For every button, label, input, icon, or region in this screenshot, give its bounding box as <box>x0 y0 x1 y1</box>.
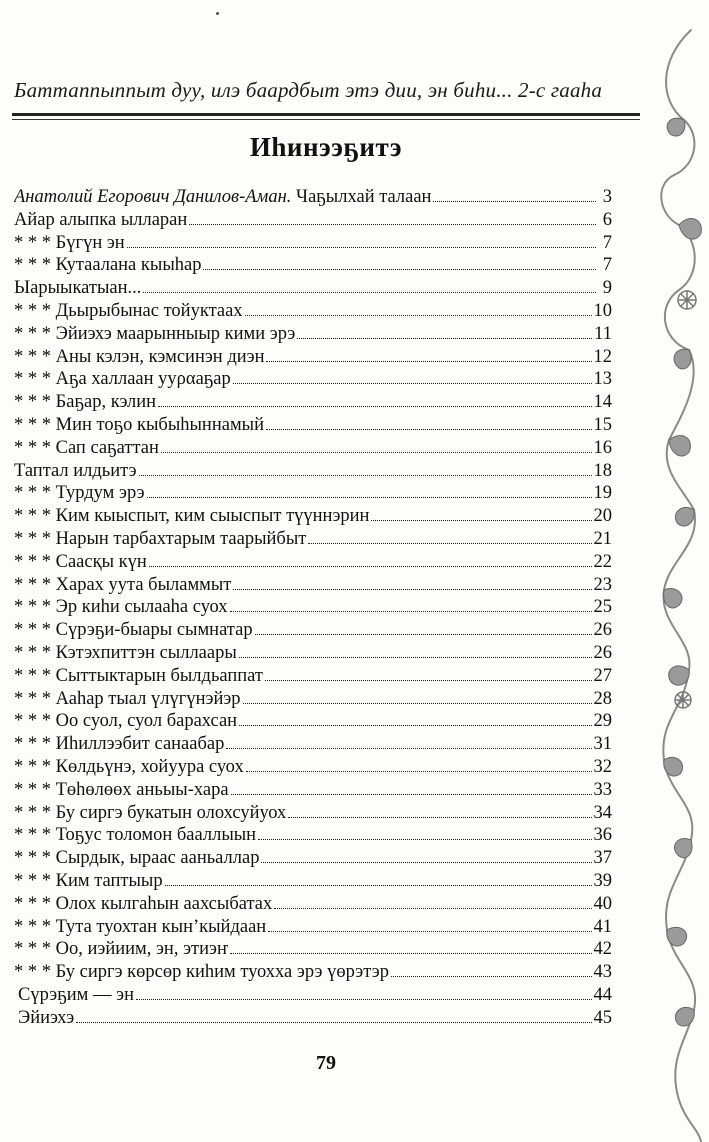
toc-entry-title: Эйиэхэ <box>18 1007 75 1028</box>
toc-entry-page: 37 <box>593 848 612 869</box>
toc-entry <box>14 209 612 232</box>
toc-entry-title: * * * Харах уута быламмыт <box>14 574 232 595</box>
toc-entry <box>14 870 612 893</box>
toc-entry-page: 15 <box>593 414 612 435</box>
dot-leader <box>274 908 591 909</box>
toc-entry-page: 9 <box>602 278 612 299</box>
toc-entry-title: * * * Дьырыбынас тойуктаах <box>14 300 243 321</box>
page-number: 79 <box>316 1052 336 1074</box>
toc-entry-author: Анатолий Егорович Данилов-Аман. <box>14 187 292 207</box>
dot-leader <box>149 566 592 567</box>
print-speck <box>216 12 219 15</box>
toc-entry-title: * * * Баҕар, кэлин <box>14 392 157 413</box>
header-rule-thick <box>12 113 640 116</box>
dot-leader <box>136 999 592 1000</box>
toc-entry-page: 28 <box>593 688 612 709</box>
toc-entry-title: * * * Иhиллээбит санаабар <box>14 734 225 755</box>
toc-entry-page: 21 <box>593 528 612 549</box>
toc-entry-page: 25 <box>593 597 612 618</box>
toc-entry <box>14 802 612 825</box>
toc-entry-title: * * * Тута туохтан кынʼкыйдаан <box>14 916 267 937</box>
toc-entry-title: * * * Оо суол, суол барахсан <box>14 711 238 732</box>
dot-leader <box>189 224 596 225</box>
toc-entry-page: 31 <box>593 734 612 755</box>
toc-entry <box>14 756 612 779</box>
dot-leader <box>127 247 596 248</box>
toc-entry-title: * * * Ким кыыспыт, ким сыыспыт түүннэрин <box>14 506 370 527</box>
toc-entry <box>14 232 612 255</box>
toc-entry-page: 33 <box>593 779 612 800</box>
toc-entry-title: * * * Оо, иэйиим, эн, этиэҥ <box>14 939 229 960</box>
toc-entry-page: 42 <box>593 939 612 960</box>
toc-entry-title: Сүрэҕим — эн <box>18 984 134 1005</box>
toc-entry-title: Ыарыыкатыан... <box>14 278 142 299</box>
toc-entry-page: 23 <box>593 574 612 595</box>
dot-leader <box>239 725 591 726</box>
toc-entry-title: * * * Аны кэлэн, кэмсинэн диэн <box>14 346 265 367</box>
toc-entry-page: 32 <box>593 756 612 777</box>
toc-entry <box>14 346 612 369</box>
toc-entry-page: 40 <box>593 893 612 914</box>
toc-entry <box>14 916 612 939</box>
toc-entry <box>14 323 612 346</box>
toc-entry <box>14 551 612 574</box>
toc-entry-title: * * * Турдум эрэ <box>14 483 145 504</box>
toc-title: Иhинээҕитэ <box>249 132 403 162</box>
toc-entry-page: 12 <box>593 346 612 367</box>
toc-entry <box>14 254 612 277</box>
toc-entry-title: * * * Саасқы күн <box>14 551 147 572</box>
toc-entry-page: 22 <box>593 551 612 572</box>
toc-entry <box>14 961 612 984</box>
toc-entry <box>14 186 612 209</box>
dot-leader <box>243 703 592 704</box>
toc-entry <box>14 1007 612 1030</box>
dot-leader <box>245 315 592 316</box>
dot-leader <box>226 748 591 749</box>
toc-entry-page: 19 <box>593 483 612 504</box>
toc-entry <box>14 596 612 619</box>
toc-entry <box>14 733 612 756</box>
toc-entry-title: * * * Сырдык, ыраас ааньаллар <box>14 848 260 869</box>
dot-leader <box>246 771 592 772</box>
dot-leader <box>76 1022 591 1023</box>
toc-entry-page: 18 <box>593 460 612 481</box>
toc-entry <box>14 938 612 961</box>
running-header: Баттаппыппыт дуу, илэ баардбыт этэ дии, эн биhи... 2-с гааhа <box>14 78 603 102</box>
dot-leader <box>268 931 591 932</box>
toc-entry-title: Таптал илдьитэ <box>14 460 137 481</box>
dot-leader <box>391 976 592 977</box>
toc-entry-page: 29 <box>593 711 612 732</box>
toc-entry <box>14 277 612 300</box>
toc-entry-page: 27 <box>593 665 612 686</box>
toc-entry <box>14 984 612 1007</box>
toc-entry-title: * * * Сыттыктарын былдьаппат <box>14 665 263 686</box>
toc-entry-page: 45 <box>593 1007 612 1028</box>
dot-leader <box>165 885 592 886</box>
dot-leader <box>158 406 591 407</box>
toc-entry-page: 20 <box>593 506 612 527</box>
dot-leader <box>230 953 591 954</box>
toc-entry-page: 39 <box>593 870 612 891</box>
toc-entry-page: 11 <box>594 323 612 344</box>
dot-leader <box>233 383 592 384</box>
dot-leader <box>308 543 591 544</box>
toc-entry-title: * * * Бүгүн эн <box>14 232 125 253</box>
dot-leader <box>230 611 592 612</box>
dot-leader <box>265 680 592 681</box>
toc-entry-title <box>14 186 431 209</box>
toc-entry <box>14 847 612 870</box>
dot-leader <box>203 269 596 270</box>
toc-entry-title: * * * Мин тоҕо кыбыhыннамый <box>14 414 264 435</box>
toc-entry <box>14 710 612 733</box>
dot-leader <box>266 361 591 362</box>
toc-entry <box>14 414 612 437</box>
toc-entry-title: * * * Бу сиргэ букатын олохсуйуох <box>14 802 287 823</box>
toc-entry <box>14 574 612 597</box>
toc-entry <box>14 688 612 711</box>
toc-entry-page: 26 <box>593 620 612 641</box>
dot-leader <box>258 839 591 840</box>
toc-entry-title: * * * Сап саҕаттан <box>14 437 159 458</box>
toc-entry-title: * * * Тоҕус толомон бааллыын <box>14 825 257 846</box>
dot-leader <box>233 589 591 590</box>
toc-entry <box>14 665 612 688</box>
dot-leader <box>139 475 592 476</box>
toc-entry-title: * * * Нарын тарбахтарым таарыйбыт <box>14 528 307 549</box>
toc-entry-title: * * * Эр киhи сылааhа суох <box>14 597 228 618</box>
toc-entry-title: * * * Олох кылгаhын аахсыбатах <box>14 893 273 914</box>
dot-leader <box>266 429 592 430</box>
toc-entry-page: 3 <box>602 187 612 207</box>
toc-entry-page: 34 <box>593 802 612 823</box>
dot-leader <box>288 817 591 818</box>
toc-entry <box>14 779 612 802</box>
floral-ornament-icon <box>639 0 709 1142</box>
toc-entry <box>14 391 612 414</box>
toc-entry <box>14 505 612 528</box>
toc-entry-page: 7 <box>602 232 612 253</box>
toc-entry-title: Айар алыпка ылларан <box>14 209 188 230</box>
toc-entry-page: 16 <box>593 437 612 458</box>
toc-entry-title: * * * Сүрэҕи-быары сымнатар <box>14 620 253 641</box>
toc-entry <box>14 619 612 642</box>
dot-leader <box>255 634 592 635</box>
dot-leader <box>239 657 592 658</box>
dot-leader <box>147 497 592 498</box>
dot-leader <box>231 794 592 795</box>
toc-entry-title: * * * Ааhар тыал үлүгүнэйэр <box>14 688 241 709</box>
toc-entry-title: * * * Төhөлөөх аньыы-хара <box>14 779 229 800</box>
toc-entry-page: 41 <box>593 916 612 937</box>
toc-entry-page: 44 <box>593 984 612 1005</box>
toc-entry-page: 7 <box>602 255 612 276</box>
toc-entry <box>14 437 612 460</box>
header-rule-thin <box>12 119 640 120</box>
toc-entry-title: * * * Көлдьүнэ, хойуура суох <box>14 756 244 777</box>
toc-list <box>14 186 612 1029</box>
toc-entry-page: 10 <box>593 300 612 321</box>
dot-leader <box>433 201 596 202</box>
toc-entry-title: * * * Аҕа халлаан ууραаҕар <box>14 369 231 390</box>
toc-entry <box>14 460 612 483</box>
toc-entry-title: * * * Ким таптыыр <box>14 870 163 891</box>
toc-entry-title: * * * Эйиэхэ маарынныыр кими эрэ <box>14 323 296 344</box>
toc-entry-title: * * * Кутаалана кыыhар <box>14 255 202 276</box>
toc-entry-page: 26 <box>593 642 612 663</box>
toc-entry <box>14 528 612 551</box>
toc-entry-page: 43 <box>593 962 612 983</box>
dot-leader <box>143 292 596 293</box>
toc-entry <box>14 300 612 323</box>
toc-entry <box>14 642 612 665</box>
toc-entry-title: * * * Кэтэхпиттэн сыллаары <box>14 642 237 663</box>
toc-entry-page: 13 <box>593 369 612 390</box>
dot-leader <box>371 520 591 521</box>
toc-entry <box>14 824 612 847</box>
dot-leader <box>297 338 592 339</box>
toc-entry-title: * * * Бу сиргэ көрсөр киhим туохха эрэ үөрэтэр <box>14 962 389 983</box>
dot-leader <box>161 452 592 453</box>
toc-entry-page: 14 <box>593 392 612 413</box>
toc-entry <box>14 893 612 916</box>
toc-entry <box>14 368 612 391</box>
toc-entry <box>14 482 612 505</box>
dot-leader <box>261 862 591 863</box>
toc-entry-page: 36 <box>593 825 612 846</box>
toc-entry-page: 6 <box>602 209 612 230</box>
toc-entry-label: Чаҕылхай талаан <box>296 187 432 207</box>
